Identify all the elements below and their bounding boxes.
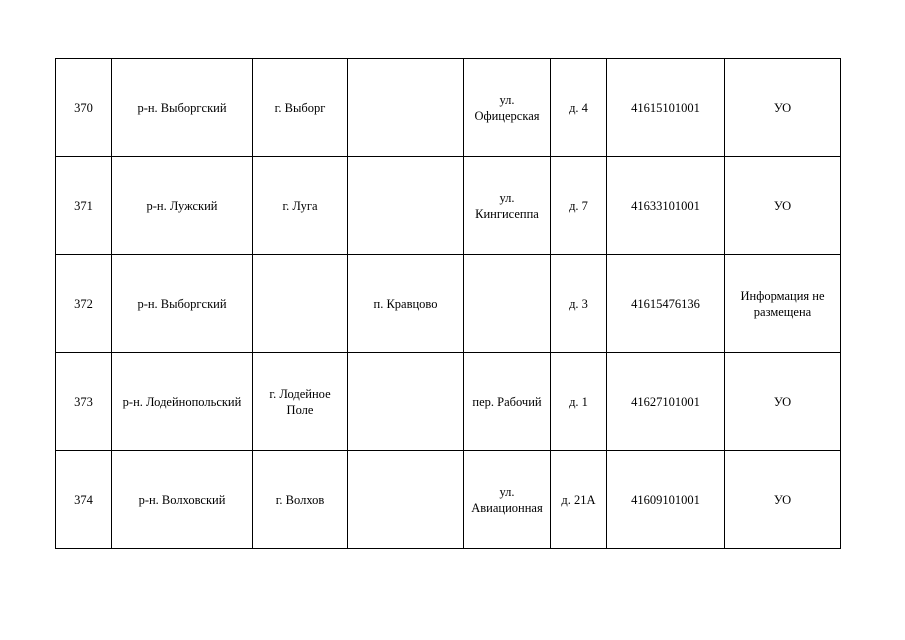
row-number-cell: 372	[56, 255, 112, 353]
table-row	[56, 157, 841, 255]
house-cell: д. 4	[551, 59, 607, 157]
oktmo-cell: 41609101001	[607, 451, 725, 549]
management-cell: УО	[725, 451, 841, 549]
street-cell	[464, 255, 551, 353]
city-cell: г. Выборг	[253, 59, 348, 157]
settlement-cell	[348, 157, 464, 255]
settlement-cell: п. Кравцово	[348, 255, 464, 353]
district-cell: р-н. Лужский	[112, 157, 253, 255]
table-row	[56, 59, 841, 157]
management-cell: УО	[725, 353, 841, 451]
row-number-cell: 371	[56, 157, 112, 255]
street-cell: ул. Авиационная	[464, 451, 551, 549]
settlement-cell	[348, 451, 464, 549]
table-row	[56, 451, 841, 549]
house-cell: д. 1	[551, 353, 607, 451]
street-cell: пер. Рабочий	[464, 353, 551, 451]
city-cell: г. Волхов	[253, 451, 348, 549]
row-number-cell: 370	[56, 59, 112, 157]
city-cell	[253, 255, 348, 353]
settlement-cell	[348, 59, 464, 157]
house-cell: д. 3	[551, 255, 607, 353]
row-number-cell: 373	[56, 353, 112, 451]
street-cell: ул. Кингисеппа	[464, 157, 551, 255]
district-cell: р-н. Выборгский	[112, 59, 253, 157]
row-number-cell: 374	[56, 451, 112, 549]
oktmo-cell: 41615476136	[607, 255, 725, 353]
management-cell: УО	[725, 157, 841, 255]
city-cell: г. Лодейное Поле	[253, 353, 348, 451]
settlement-cell	[348, 353, 464, 451]
house-cell: д. 7	[551, 157, 607, 255]
district-cell: р-н. Волховский	[112, 451, 253, 549]
oktmo-cell: 41633101001	[607, 157, 725, 255]
house-cell: д. 21А	[551, 451, 607, 549]
street-cell: ул. Офицерская	[464, 59, 551, 157]
district-cell: р-н. Лодейнопольский	[112, 353, 253, 451]
table-row	[56, 353, 841, 451]
oktmo-cell: 41627101001	[607, 353, 725, 451]
management-cell: УО	[725, 59, 841, 157]
city-cell: г. Луга	[253, 157, 348, 255]
oktmo-cell: 41615101001	[607, 59, 725, 157]
district-cell: р-н. Выборгский	[112, 255, 253, 353]
table-row	[56, 255, 841, 353]
address-table	[55, 58, 841, 549]
management-cell: Информация не размещена	[725, 255, 841, 353]
